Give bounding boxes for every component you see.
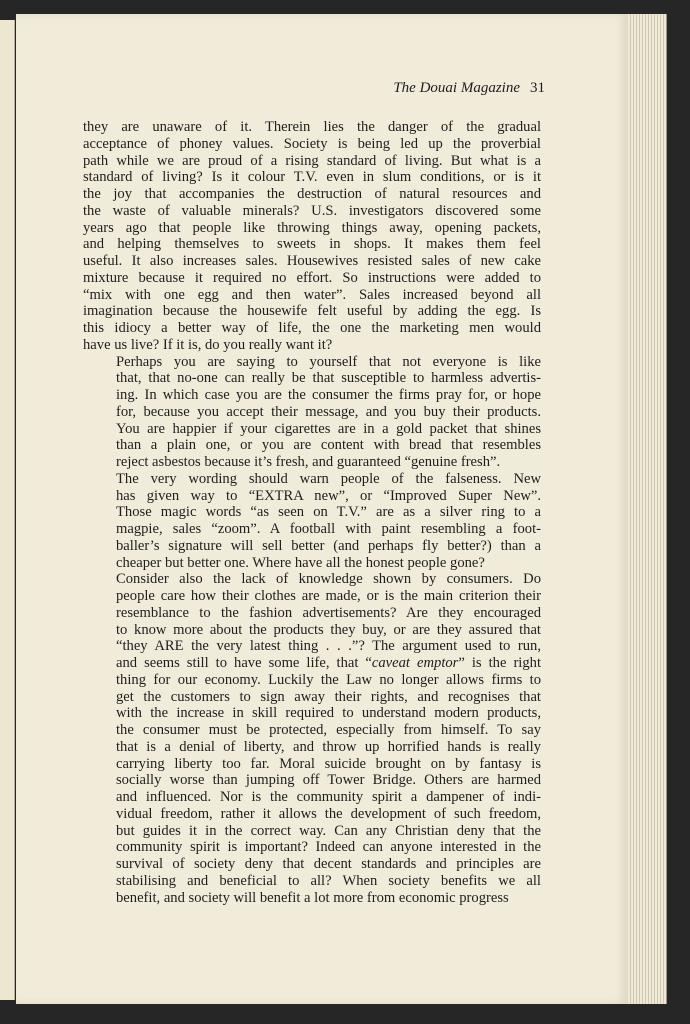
text-line: stabilising and beneficial to all? When society benefits we all <box>116 872 541 889</box>
text-line: The very wording should warn people of the falseness. New <box>116 470 541 487</box>
text-line: acceptance of phoney values. Society is being led up the proverbial <box>83 135 541 152</box>
article-body <box>83 119 541 906</box>
text-line: reject asbestos because it’s fresh, and guaranteed “genuine fresh”. <box>116 454 501 470</box>
text-line: standard of living? Is it colour T.V. even in slum conditions, or is it <box>83 169 541 186</box>
text-line: they are unaware of it. Therein lies the danger of the gradual <box>83 119 541 135</box>
text-line: cheaper but better one. Where have all the honest people gone? <box>116 554 485 571</box>
text-line: and seems still to have some life, that “caveat emptor” is the right <box>116 655 542 671</box>
text-line: You are happier if your cigarettes are in a gold packet that shines <box>116 420 541 437</box>
text-line: the waste of valuable minerals? U.S. investigators discovered some <box>83 202 541 219</box>
facing-page-edge <box>0 20 15 1000</box>
text-line: benefit, and society will benefit a lot more from economic progress <box>116 889 509 906</box>
text-line: the joy that accompanies the destruction of natural resources and <box>83 186 541 202</box>
text-line: years ago that people like throwing things away, opening packets, <box>83 219 541 236</box>
paragraph <box>83 571 541 906</box>
text-line: “mix with one egg and then water”. Sales increased beyond all <box>83 286 541 303</box>
paragraph <box>83 471 541 572</box>
text-line: that, that no-one can really be that susceptible to harmless advertis- <box>116 370 541 387</box>
text-line: path while we are proud of a rising standard of living. But what is a <box>83 152 541 169</box>
text-line: that is a denial of liberty, and throw up horrified hands is really <box>116 738 541 755</box>
text-line: has given way to “EXTRA new”, or “Improved Super New”. <box>116 487 541 504</box>
text-line: thing for our economy. Luckily the Law no longer allows firms to <box>116 671 541 688</box>
text-line: baller’s signature will sell better (and perhaps fly better?) than a <box>116 537 541 554</box>
page-number: 31 <box>530 80 545 96</box>
running-header <box>360 80 545 97</box>
paragraph <box>83 354 541 471</box>
text-line: the consumer must be protected, especially from himself. To say <box>116 722 541 738</box>
text-line: useful. It also increases sales. Housewives resisted sales of new cake <box>83 253 541 269</box>
text-line: socially worse than jumping off Tower Bridge. Others are harmed <box>116 772 541 789</box>
page-stack-edges <box>628 14 667 1004</box>
text-line: survival of society deny that decent standards and principles are <box>116 856 541 872</box>
text-line: to know more about the products they buy, or are they assured that <box>116 621 541 638</box>
text-line: mixture because it required no effort. So instructions were added to <box>83 269 541 286</box>
text-line: community spirit is important? Indeed can anyone interested in the <box>116 839 541 856</box>
text-line: and influenced. Nor is the community spirit a dampener of indi- <box>116 789 541 805</box>
text-line: people care how their clothes are made, or is the main criterion their <box>116 588 541 604</box>
text-line: get the customers to sign away their rights, and recognises that <box>116 688 541 705</box>
text-line: magpie, sales “zoom”. A football with paint resembling a foot- <box>116 521 541 537</box>
text-line: than a plain one, or you are content with bread that resembles <box>116 437 541 454</box>
paragraph <box>83 119 541 354</box>
text-line: resemblance to the fashion advertisements? Are they encouraged <box>116 604 541 621</box>
text-line: “they ARE the very latest thing . . .”? The argument used to run, <box>116 638 541 655</box>
text-line: but guides it in the correct way. Can any Christian deny that the <box>116 822 541 839</box>
text-line: vidual freedom, rather it allows the development of such freedom, <box>116 805 541 822</box>
text-line: with the increase in skill required to understand modern products, <box>116 705 541 722</box>
text-line: Consider also the lack of knowledge shown by consumers. Do <box>116 571 541 588</box>
text-line: have us live? If it is, do you really want it? <box>83 336 333 353</box>
text-line: for, because you accept their message, and you buy their products. <box>116 403 541 420</box>
text-line: this idiocy a better way of life, the one the marketing men would <box>83 320 541 336</box>
magazine-title: The Douai Magazine <box>393 80 520 96</box>
text-line: Perhaps you are saying to yourself that not everyone is like <box>116 353 541 370</box>
text-line: Those magic words “as seen on T.V.” are as a silver ring to a <box>116 504 541 521</box>
text-line: and helping themselves to sweets in shops. It makes them feel <box>83 236 541 253</box>
text-line: carrying liberty too far. Moral suicide brought on by fantasy is <box>116 755 541 772</box>
text-line: ing. In which case you are the consumer the firms pray for, or hope <box>116 387 541 403</box>
text-line: imagination because the housewife felt useful by adding the egg. Is <box>83 303 541 320</box>
